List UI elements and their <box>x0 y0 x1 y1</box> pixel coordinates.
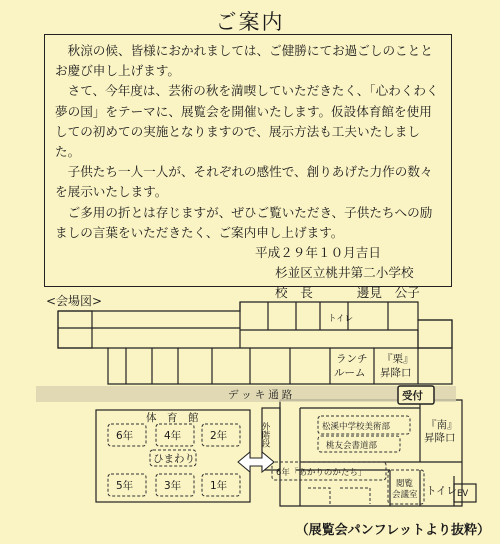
map-label: <会場図> <box>46 294 103 308</box>
letter-paragraph: 子供たち一人一人が、それぞれの感性で、創りあげた力作の数々を展示いたします。 <box>55 164 433 200</box>
lunch-room-label: ランチ <box>336 353 368 365</box>
gym-label: 体 育 館 <box>146 412 199 424</box>
ev-label: EV <box>457 489 469 499</box>
touyuu-calligraphy-label: 桃友会書道部 <box>326 441 378 451</box>
south-entrance-label-2: 昇降口 <box>424 432 456 444</box>
grade2-label: 2年 <box>210 430 228 442</box>
outdoor-stairs-label: 外階段 <box>260 422 270 448</box>
lunch-room-label-2: ルーム <box>334 367 366 379</box>
school-name: 杉並区立桃井第二小学校 <box>275 265 414 281</box>
grade5-label: 5年 <box>116 480 134 492</box>
grade6-exhibit-label: 6年「あかりのかたち」 <box>276 468 367 478</box>
grade4-label: 4年 <box>164 430 182 442</box>
himawari-label: ひまわり <box>153 453 195 465</box>
principal-name: 邊見 公子 <box>356 285 420 301</box>
matsukei-art-label: 松溪中学校美術部 <box>322 422 391 432</box>
source-caption: （展覧会パンフレットより抜粋） <box>295 523 490 538</box>
grade3-label: 3年 <box>164 480 182 492</box>
toilet-bottom-label: トイレ <box>426 485 457 497</box>
reading-room-label: 閲覧 <box>396 479 414 489</box>
grade1-label: 1年 <box>210 480 228 492</box>
north-entrance-label-2: 昇降口 <box>380 367 412 379</box>
letter-date: 平成２９年１０月吉日 <box>255 245 381 261</box>
deck-walkway-label: デッキ通路 <box>228 389 296 401</box>
north-entrance-label: 『栗』 <box>382 353 414 365</box>
toilet-top-label: トイレ <box>328 314 354 324</box>
letter-paragraph: ご多用の折とは存じますが、ぜひご覧いただき、子供たちへの励ましの言葉をいただきたく、ご案内申し上げます。 <box>55 204 433 240</box>
reception-label: 受付 <box>402 390 423 402</box>
double-arrow-icon <box>238 452 274 472</box>
letter-paragraph: さて、今年度は、芸術の秋を満喫していただきたく、「心わくわく夢の国」をテーマに、展覧会を開催いたします。仮設体育館を使用しての初めての実施となりますので、展示方法も工夫いたしました。 <box>55 83 439 160</box>
grade6-label: 6年 <box>116 430 134 442</box>
south-entrance-label: 『南』 <box>426 419 458 431</box>
principal-title: 校 長 <box>275 285 313 301</box>
reading-room-label-2: 会議室 <box>392 490 418 500</box>
letter-paragraph: 秋涼の候、皆様におかれましては、ご健勝にてお過ごしのこととお慶び申し上げます。 <box>55 43 433 79</box>
page-title: ご案内 <box>215 10 285 34</box>
